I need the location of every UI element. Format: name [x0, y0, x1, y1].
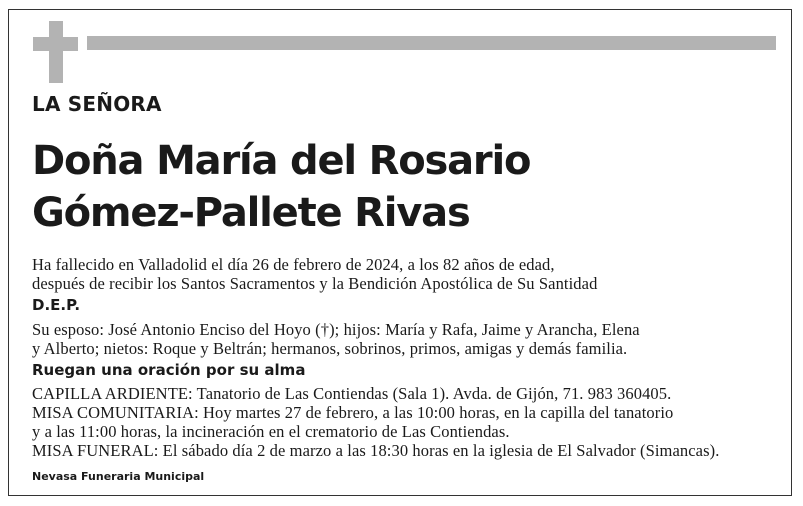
heading-label: LA SEÑORA	[32, 92, 162, 116]
funeral-home-name: Nevasa Funeraria Municipal	[32, 470, 205, 483]
service-incineracion: y a las 11:00 horas, la incineración en el crematorio de Las Contiendas.	[32, 422, 510, 441]
prayer-request: Ruegan una oración por su alma	[32, 361, 306, 379]
header-bar	[87, 36, 776, 50]
deceased-name-line-1: Doña María del Rosario	[32, 138, 531, 184]
service-capilla-ardiente: CAPILLA ARDIENTE: Tanatorio de Las Contiendas (Sala 1). Avda. de Gijón, 71. 983 360405.	[32, 384, 672, 403]
family-line-1: Su esposo: José Antonio Enciso del Hoyo (†); hijos: María y Rafa, Jaime y Arancha, Elena	[32, 320, 640, 339]
family-line-2: y Alberto; nietos: Roque y Beltrán; hermanos, sobrinos, primos, amigas y demás familia.	[32, 339, 628, 358]
cross-icon-arm	[33, 37, 78, 51]
deceased-name-line-2: Gómez-Pallete Rivas	[32, 190, 470, 236]
death-notice-line-2: después de recibir los Santos Sacramentos y la Bendición Apostólica de Su Santidad	[32, 274, 598, 293]
service-misa-funeral: MISA FUNERAL: El sábado día 2 de marzo a las 18:30 horas en la iglesia de El Salvador (Simancas).	[32, 441, 720, 460]
service-misa-comunitaria: MISA COMUNITARIA: Hoy martes 27 de febrero, a las 10:00 horas, en la capilla del tanatorio	[32, 403, 674, 422]
death-notice-line-1: Ha fallecido en Valladolid el día 26 de febrero de 2024, a los 82 años de edad,	[32, 255, 555, 274]
rip-label: D.E.P.	[32, 296, 81, 314]
cross-icon	[49, 21, 63, 83]
